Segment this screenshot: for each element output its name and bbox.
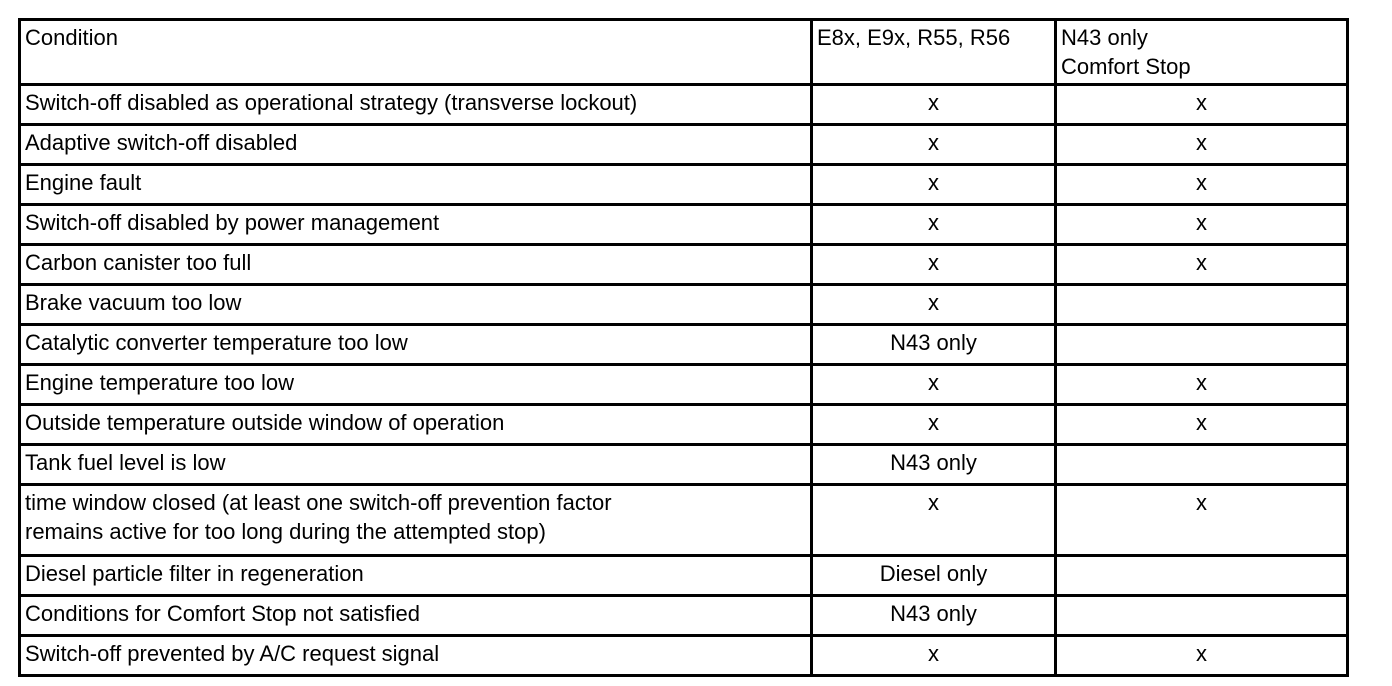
value-cell-b: x — [1056, 205, 1348, 245]
value-cell-a: N43 only — [812, 445, 1056, 485]
value-cell-a: x — [812, 365, 1056, 405]
header-col-b — [1056, 20, 1348, 85]
header-col-a: E8x, E9x, R55, R56 — [812, 20, 1056, 85]
condition-cell: Tank fuel level is low — [20, 445, 812, 485]
condition-cell: Engine temperature too low — [20, 365, 812, 405]
header-row — [20, 20, 1348, 85]
header-col-b-line1: N43 only — [1061, 25, 1148, 50]
table-row — [20, 125, 1348, 165]
value-cell-b: x — [1056, 636, 1348, 676]
table-row — [20, 85, 1348, 125]
value-cell-a: x — [812, 285, 1056, 325]
value-cell-a: x — [812, 165, 1056, 205]
table-row — [20, 556, 1348, 596]
value-cell-a: x — [812, 636, 1056, 676]
condition-cell: Adaptive switch-off disabled — [20, 125, 812, 165]
table-row — [20, 325, 1348, 365]
table-row — [20, 285, 1348, 325]
condition-line-2: remains active for too long during the attempted stop) — [25, 519, 546, 544]
table-row — [20, 405, 1348, 445]
value-cell-b: x — [1056, 365, 1348, 405]
value-cell-a: x — [812, 205, 1056, 245]
table-row — [20, 596, 1348, 636]
condition-cell — [20, 485, 812, 556]
table-row — [20, 445, 1348, 485]
value-cell-a: N43 only — [812, 325, 1056, 365]
value-cell-b: x — [1056, 245, 1348, 285]
value-cell-a: x — [812, 85, 1056, 125]
value-cell-b: x — [1056, 485, 1348, 556]
table-row — [20, 636, 1348, 676]
table-row — [20, 485, 1348, 556]
value-cell-b: x — [1056, 165, 1348, 205]
condition-cell: Switch-off disabled as operational strategy (transverse lockout) — [20, 85, 812, 125]
table-row — [20, 165, 1348, 205]
value-cell-b — [1056, 285, 1348, 325]
value-cell-b — [1056, 556, 1348, 596]
condition-cell: Outside temperature outside window of operation — [20, 405, 812, 445]
table-row — [20, 205, 1348, 245]
condition-cell: Conditions for Comfort Stop not satisfied — [20, 596, 812, 636]
value-cell-b — [1056, 445, 1348, 485]
table-row — [20, 365, 1348, 405]
value-cell-a: x — [812, 485, 1056, 556]
value-cell-b — [1056, 325, 1348, 365]
value-cell-a: x — [812, 405, 1056, 445]
value-cell-a: N43 only — [812, 596, 1056, 636]
value-cell-b: x — [1056, 85, 1348, 125]
condition-cell: Switch-off disabled by power management — [20, 205, 812, 245]
value-cell-b: x — [1056, 405, 1348, 445]
value-cell-b — [1056, 596, 1348, 636]
header-col-b-line2: Comfort Stop — [1061, 54, 1191, 79]
value-cell-a: Diesel only — [812, 556, 1056, 596]
condition-cell: Switch-off prevented by A/C request signal — [20, 636, 812, 676]
table-row — [20, 245, 1348, 285]
condition-cell: Brake vacuum too low — [20, 285, 812, 325]
header-condition: Condition — [20, 20, 812, 85]
condition-cell: Catalytic converter temperature too low — [20, 325, 812, 365]
conditions-table — [18, 18, 1349, 677]
condition-line-1: time window closed (at least one switch-off prevention factor — [25, 490, 612, 515]
condition-cell: Diesel particle filter in regeneration — [20, 556, 812, 596]
value-cell-a: x — [812, 245, 1056, 285]
condition-cell: Carbon canister too full — [20, 245, 812, 285]
value-cell-b: x — [1056, 125, 1348, 165]
value-cell-a: x — [812, 125, 1056, 165]
condition-cell: Engine fault — [20, 165, 812, 205]
